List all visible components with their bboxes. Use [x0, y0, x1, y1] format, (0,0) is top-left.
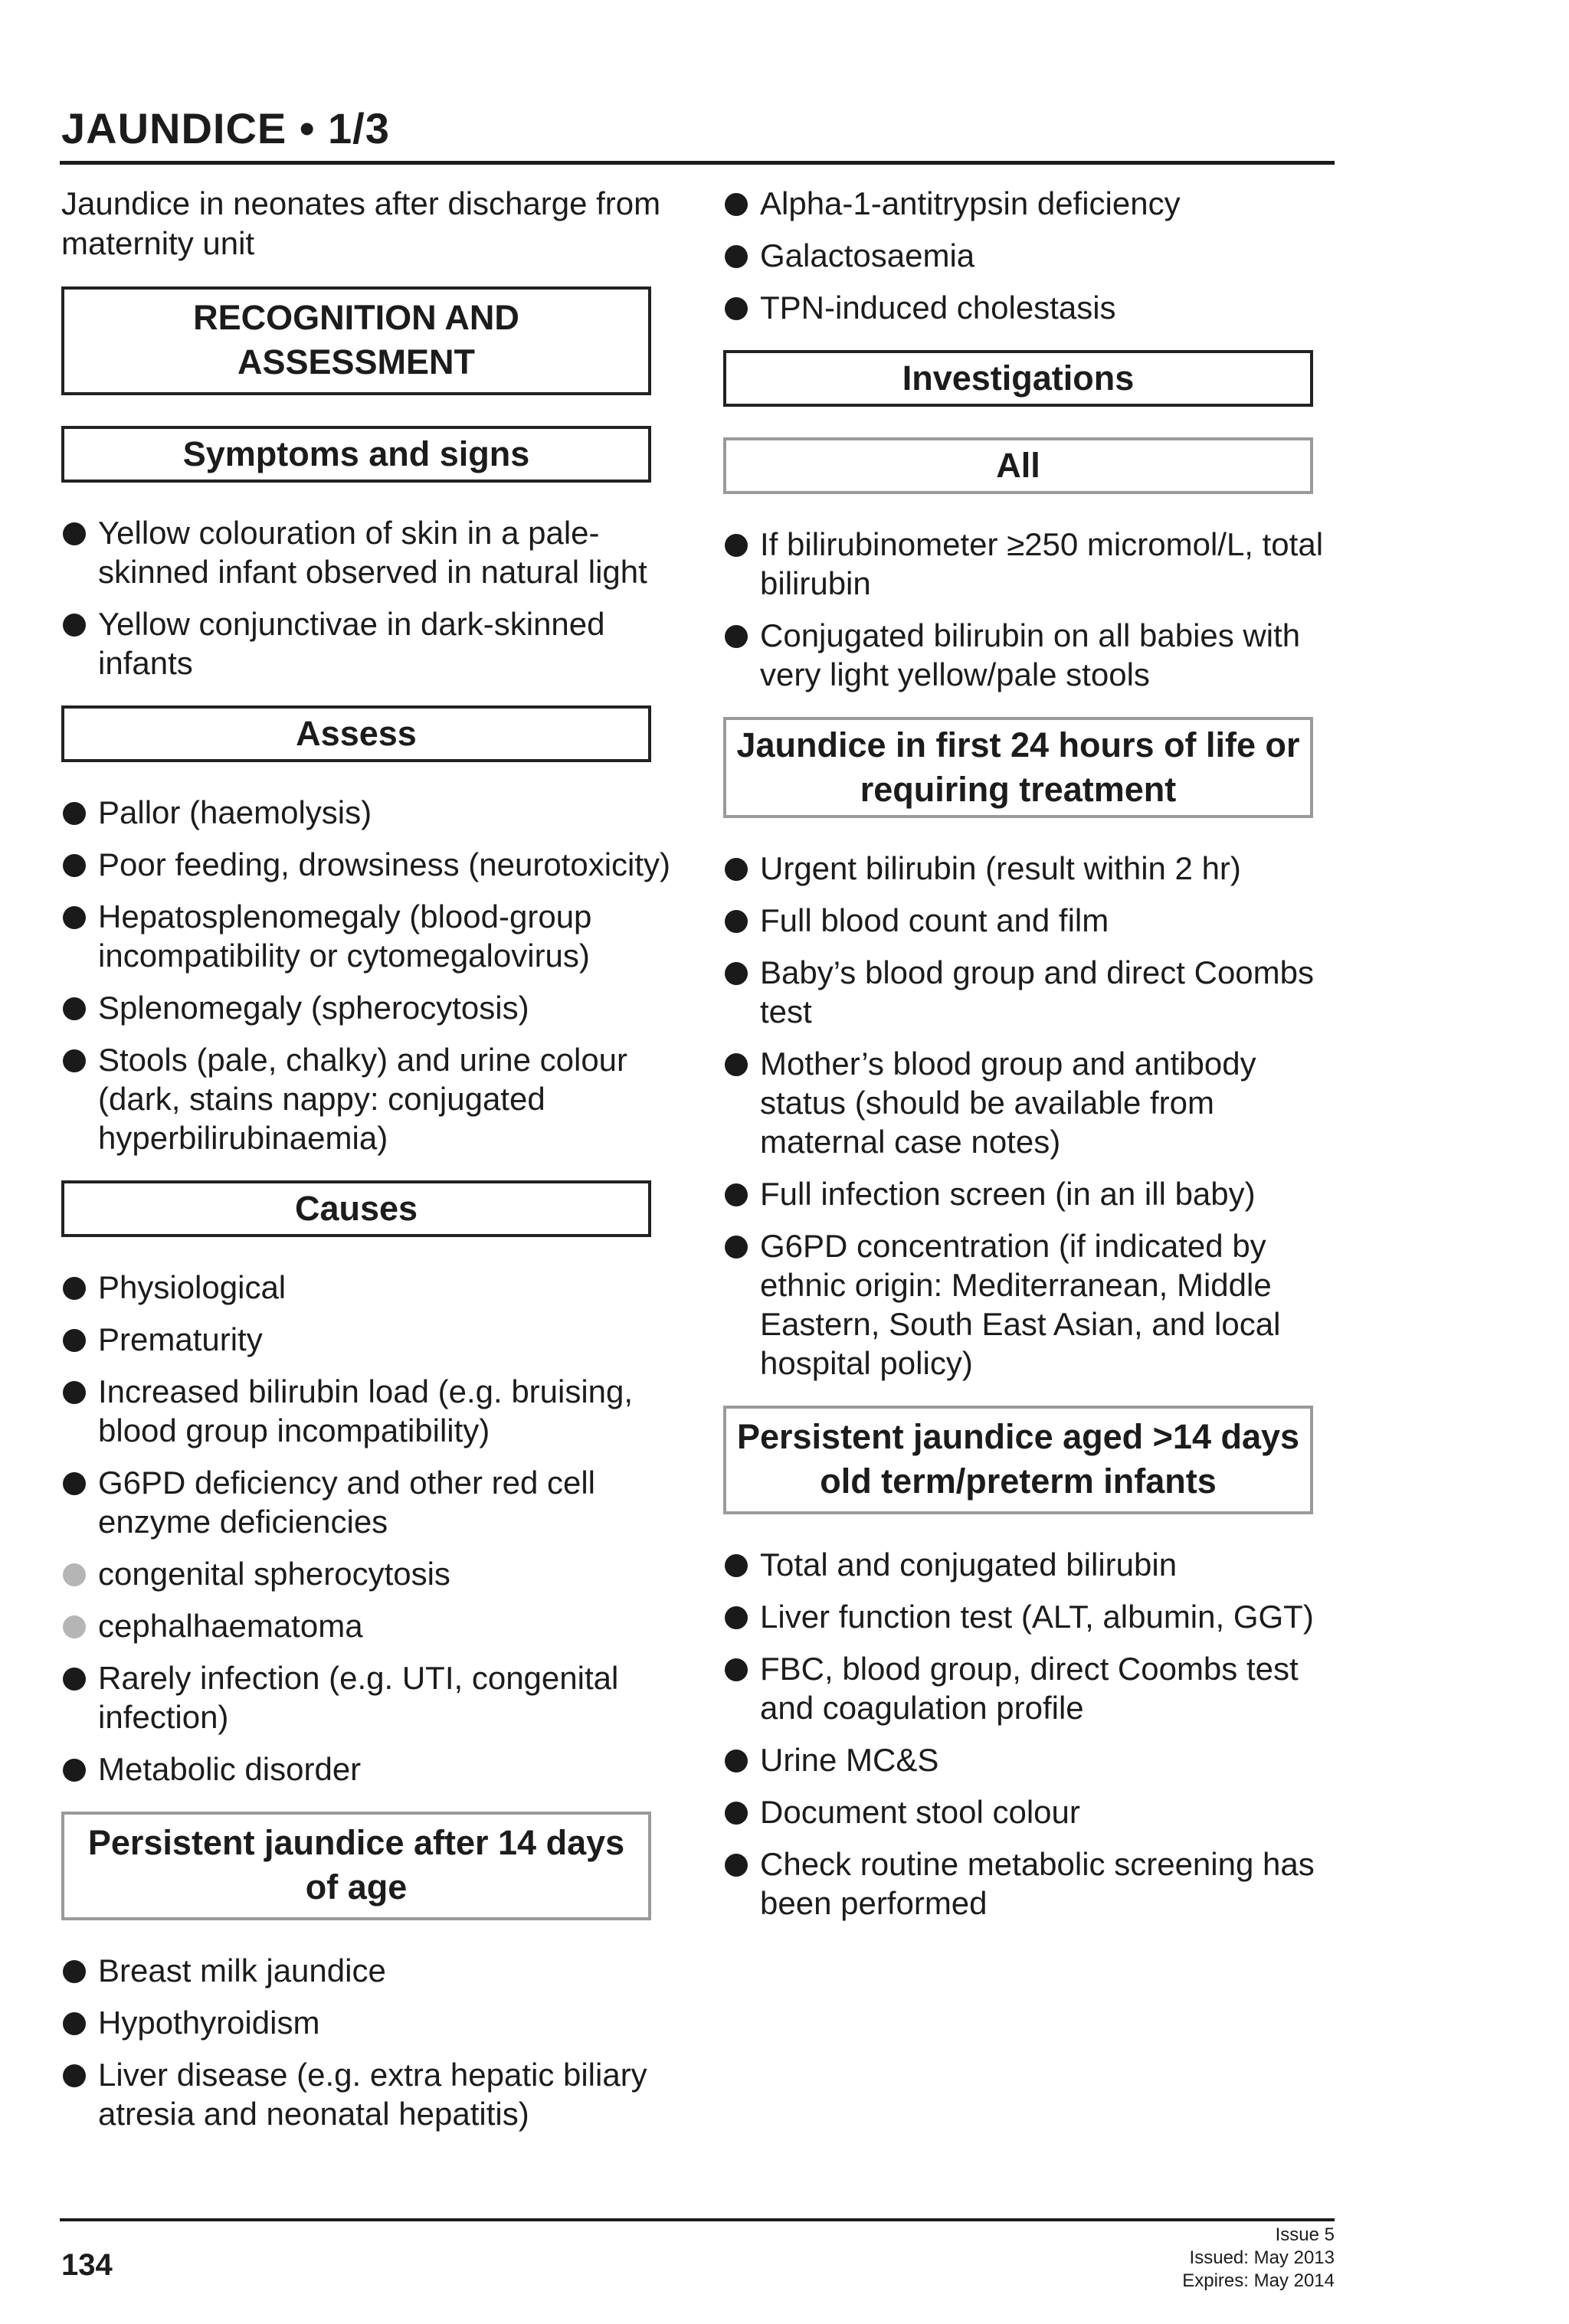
sub-bullet-icon [63, 1615, 86, 1638]
bullet-icon [63, 1049, 86, 1072]
list-item: FBC, blood group, direct Coombs test and coagulation profile [723, 1649, 1336, 1727]
bullet-icon [725, 1854, 748, 1877]
list-item: Splenomegaly (spherocytosis) [61, 988, 674, 1027]
bullet-icon [63, 1668, 86, 1691]
list-item: Metabolic disorder [61, 1750, 674, 1789]
bullet-icon [63, 1381, 86, 1404]
causes-list [61, 1268, 674, 1789]
list-item: Prematurity [61, 1320, 674, 1359]
investigations-heading: Investigations [723, 350, 1313, 407]
list-item: Urgent bilirubin (result within 2 hr) [723, 849, 1336, 888]
list-item: Check routine metabolic screening has been performed [723, 1844, 1336, 1923]
first24-list [723, 849, 1336, 1383]
bullet-icon [725, 625, 748, 648]
list-item: Stools (pale, chalky) and urine colour (dark, stains nappy: conjugated hyperbilirubinaemia) [61, 1040, 674, 1157]
list-item: Hepatosplenomegaly (blood-group incompatibility or cytomegalovirus) [61, 897, 674, 975]
persistent14-heading: Persistent jaundice aged >14 days old term/preterm infants [723, 1406, 1313, 1514]
left-column [61, 184, 674, 2156]
bullet-icon [725, 1183, 748, 1206]
bullet-icon [725, 1554, 748, 1577]
bullet-icon [725, 1802, 748, 1825]
bullet-icon [725, 858, 748, 881]
assess-list [61, 793, 674, 1157]
list-item: Rarely infection (e.g. UTI, congenital infection) [61, 1658, 674, 1736]
causes-continued-list [723, 184, 1336, 327]
list-item: Poor feeding, drowsiness (neurotoxicity) [61, 845, 674, 884]
list-item: cephalhaematoma [61, 1606, 674, 1645]
list-item: Breast milk jaundice [61, 1951, 674, 1990]
sub-bullet-icon [63, 1563, 86, 1586]
expiry-date: Expires: May 2014 [1182, 2270, 1335, 2291]
bullet-icon [63, 614, 86, 637]
bullet-icon [725, 193, 748, 216]
bullet-icon [63, 802, 86, 825]
list-item: If bilirubinometer ≥250 micromol/L, total bilirubin [723, 525, 1336, 603]
list-item: Full blood count and film [723, 901, 1336, 940]
footer-rule [60, 2218, 1335, 2221]
issued-date: Issued: May 2013 [1189, 2247, 1335, 2268]
causes-heading: Causes [61, 1180, 651, 1237]
list-item: Galactosaemia [723, 236, 1336, 275]
recognition-heading: RECOGNITION AND ASSESSMENT [61, 286, 651, 395]
bullet-icon [63, 1329, 86, 1352]
list-item: G6PD concentration (if indicated by ethnic origin: Mediterranean, Middle Eastern, South East Asian, and local hospital policy) [723, 1226, 1336, 1383]
list-item: Baby’s blood group and direct Coombs test [723, 953, 1336, 1031]
list-item: Conjugated bilirubin on all babies with very light yellow/pale stools [723, 616, 1336, 694]
page-number: 134 [61, 2248, 113, 2282]
intro-text: Jaundice in neonates after discharge from maternity unit [61, 185, 661, 261]
bullet-icon [63, 1960, 86, 1983]
all-heading: All [723, 437, 1313, 494]
bullet-icon [63, 906, 86, 929]
bullet-icon [725, 1658, 748, 1681]
bullet-icon [63, 997, 86, 1020]
bullet-icon [63, 1472, 86, 1495]
bullet-icon [63, 854, 86, 877]
list-item: congenital spherocytosis [61, 1554, 674, 1593]
list-item: Urine MC&S [723, 1740, 1336, 1779]
issue-number: Issue 5 [1275, 2224, 1335, 2245]
list-item: Pallor (haemolysis) [61, 793, 674, 832]
persistent-after-list [61, 1951, 674, 2133]
bullet-icon [725, 534, 748, 557]
first24-heading: Jaundice in first 24 hours of life or requiring treatment [723, 717, 1313, 818]
page-title: JAUNDICE • 1/3 [61, 104, 390, 152]
list-item: Liver disease (e.g. extra hepatic biliary atresia and neonatal hepatitis) [61, 2055, 674, 2133]
list-item: TPN-induced cholestasis [723, 288, 1336, 327]
list-item: Hypothyroidism [61, 2003, 674, 2042]
persistent-after-heading: Persistent jaundice after 14 days of age [61, 1812, 651, 1920]
list-item: Full infection screen (in an ill baby) [723, 1174, 1336, 1213]
persistent14-list [723, 1545, 1336, 1923]
bullet-icon [63, 522, 86, 545]
list-item: Total and conjugated bilirubin [723, 1545, 1336, 1584]
list-item: Mother’s blood group and antibody status (should be available from maternal case notes) [723, 1044, 1336, 1161]
bullet-icon [63, 2064, 86, 2087]
bullet-icon [725, 1236, 748, 1259]
issue-info [1182, 2224, 1335, 2293]
right-column [723, 184, 1336, 1946]
list-item: Yellow conjunctivae in dark-skinned infants [61, 604, 674, 682]
list-item: Yellow colouration of skin in a pale-skinned infant observed in natural light [61, 513, 674, 591]
bullet-icon [63, 1277, 86, 1300]
bullet-icon [725, 1750, 748, 1772]
list-item: G6PD deficiency and other red cell enzyme deficiencies [61, 1463, 674, 1541]
list-item: Alpha-1-antitrypsin deficiency [723, 184, 1336, 223]
bullet-icon [63, 2012, 86, 2035]
assess-heading: Assess [61, 705, 651, 762]
header-rule [60, 161, 1335, 165]
all-list [723, 525, 1336, 694]
list-item: Increased bilirubin load (e.g. bruising, blood group incompatibility) [61, 1372, 674, 1450]
symptoms-heading: Symptoms and signs [61, 426, 651, 483]
bullet-icon [725, 1606, 748, 1629]
bullet-icon [725, 1053, 748, 1076]
bullet-icon [725, 910, 748, 933]
list-item: Physiological [61, 1268, 674, 1307]
symptoms-list [61, 513, 674, 682]
bullet-icon [725, 245, 748, 268]
list-item: Liver function test (ALT, albumin, GGT) [723, 1597, 1336, 1636]
bullet-icon [725, 297, 748, 320]
bullet-icon [63, 1759, 86, 1782]
bullet-icon [725, 962, 748, 985]
list-item: Document stool colour [723, 1792, 1336, 1831]
